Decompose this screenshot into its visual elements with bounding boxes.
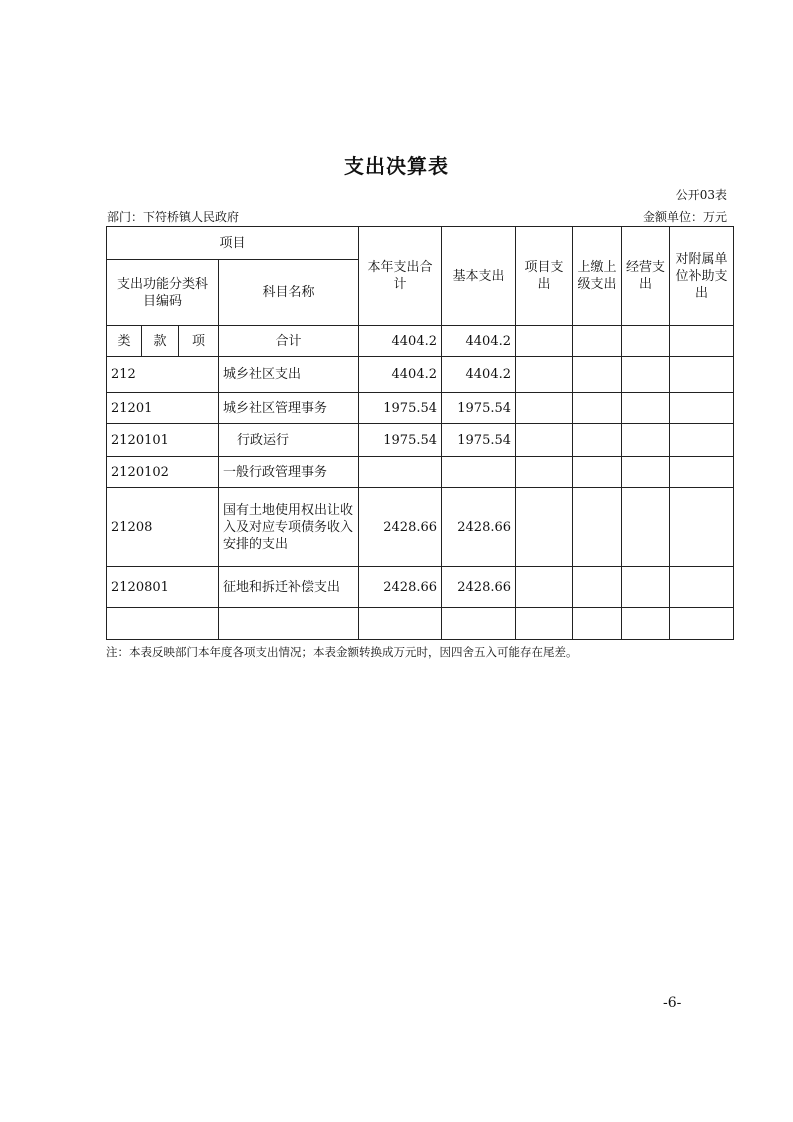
table-row-business	[622, 424, 670, 457]
empty-cell	[573, 608, 622, 640]
page-title: 支出决算表	[344, 154, 449, 178]
table-row-code: 2120101	[107, 424, 219, 457]
table-row-business	[622, 326, 670, 357]
header-project-expenditure: 项目支出	[516, 227, 573, 326]
header-project: 项目	[107, 227, 359, 260]
header-basic: 基本支出	[442, 227, 516, 326]
empty-cell	[359, 608, 442, 640]
header-lei: 类	[107, 326, 142, 357]
header-function-code: 支出功能分类科目编码	[107, 260, 219, 326]
table-row-project	[516, 326, 573, 357]
empty-cell	[622, 608, 670, 640]
header-subject-name: 科目名称	[219, 260, 359, 326]
table-row-business	[622, 567, 670, 608]
table-row-business	[622, 488, 670, 567]
form-number: 公开03表	[675, 188, 727, 202]
table-row-subsidiary	[670, 326, 734, 357]
table-row-code: 21201	[107, 393, 219, 424]
table-row	[107, 357, 734, 393]
table-row-code: 2120102	[107, 457, 219, 488]
table-row-name: 行政运行	[219, 424, 359, 457]
table-row-superior	[573, 357, 622, 393]
table-row-empty	[107, 608, 734, 640]
header-xiang: 项	[179, 326, 219, 357]
table-row-subsidiary	[670, 457, 734, 488]
page-number: -6-	[663, 995, 682, 1011]
table-row-basic: 2428.66	[442, 488, 516, 567]
table-row	[107, 393, 734, 424]
empty-cell	[219, 608, 359, 640]
table-row-total: 1975.54	[359, 393, 442, 424]
table-row-project	[516, 567, 573, 608]
header-kuan: 款	[142, 326, 179, 357]
table-row-basic: 1975.54	[442, 393, 516, 424]
empty-cell	[107, 608, 219, 640]
table-row-subsidiary	[670, 424, 734, 457]
table-row-superior	[573, 567, 622, 608]
table-row-superior	[573, 424, 622, 457]
department-label: 部门：下符桥镇人民政府	[107, 210, 240, 224]
footnote: 注：本表反映部门本年度各项支出情况；本表金额转换成万元时，因四舍五入可能存在尾差。	[106, 645, 578, 659]
table-row-superior	[573, 488, 622, 567]
header-business: 经营支出	[622, 227, 670, 326]
table-row-total: 2428.66	[359, 567, 442, 608]
table-row-subsidiary	[670, 393, 734, 424]
table-row-subsidiary	[670, 357, 734, 393]
table-row-business	[622, 357, 670, 393]
table-row-business	[622, 393, 670, 424]
table-row-project	[516, 488, 573, 567]
header-total: 本年支出合计	[359, 227, 442, 326]
empty-cell	[670, 608, 734, 640]
table-row-total	[359, 457, 442, 488]
table-row-name: 国有土地使用权出让收入及对应专项债务收入安排的支出	[219, 488, 359, 567]
table-row-superior	[573, 326, 622, 357]
table-row-name: 征地和拆迁补偿支出	[219, 567, 359, 608]
table-row	[107, 488, 734, 567]
header-subsidiary: 对附属单位补助支出	[670, 227, 734, 326]
table-row-project	[516, 457, 573, 488]
table-row-code: 212	[107, 357, 219, 393]
table-row-total: 1975.54	[359, 424, 442, 457]
table-row-name: 城乡社区支出	[219, 357, 359, 393]
table-row-basic	[442, 457, 516, 488]
table-row-basic: 4404.2	[442, 326, 516, 357]
table-row-superior	[573, 393, 622, 424]
table-row-basic: 2428.66	[442, 567, 516, 608]
table-row-superior	[573, 457, 622, 488]
table-row-project	[516, 424, 573, 457]
table-row-name: 城乡社区管理事务	[219, 393, 359, 424]
table-row-name: 合计	[219, 326, 359, 357]
expenditure-table	[106, 226, 734, 640]
table-row-project	[516, 357, 573, 393]
table-row	[107, 424, 734, 457]
table-row-subsidiary	[670, 488, 734, 567]
amount-unit-label: 金额单位：万元	[642, 210, 727, 224]
table-row-code: 21208	[107, 488, 219, 567]
table-row-project	[516, 393, 573, 424]
table-row-basic: 1975.54	[442, 424, 516, 457]
table-row-total: 4404.2	[359, 326, 442, 357]
table-row	[107, 567, 734, 608]
table-row-total: 4404.2	[359, 357, 442, 393]
table-row-code: 2120801	[107, 567, 219, 608]
table-row-total: 2428.66	[359, 488, 442, 567]
empty-cell	[442, 608, 516, 640]
table-row-name: 一般行政管理事务	[219, 457, 359, 488]
table-row-subsidiary	[670, 567, 734, 608]
table-row-business	[622, 457, 670, 488]
table-row-basic: 4404.2	[442, 357, 516, 393]
empty-cell	[516, 608, 573, 640]
table-row	[107, 457, 734, 488]
header-superior: 上缴上级支出	[573, 227, 622, 326]
